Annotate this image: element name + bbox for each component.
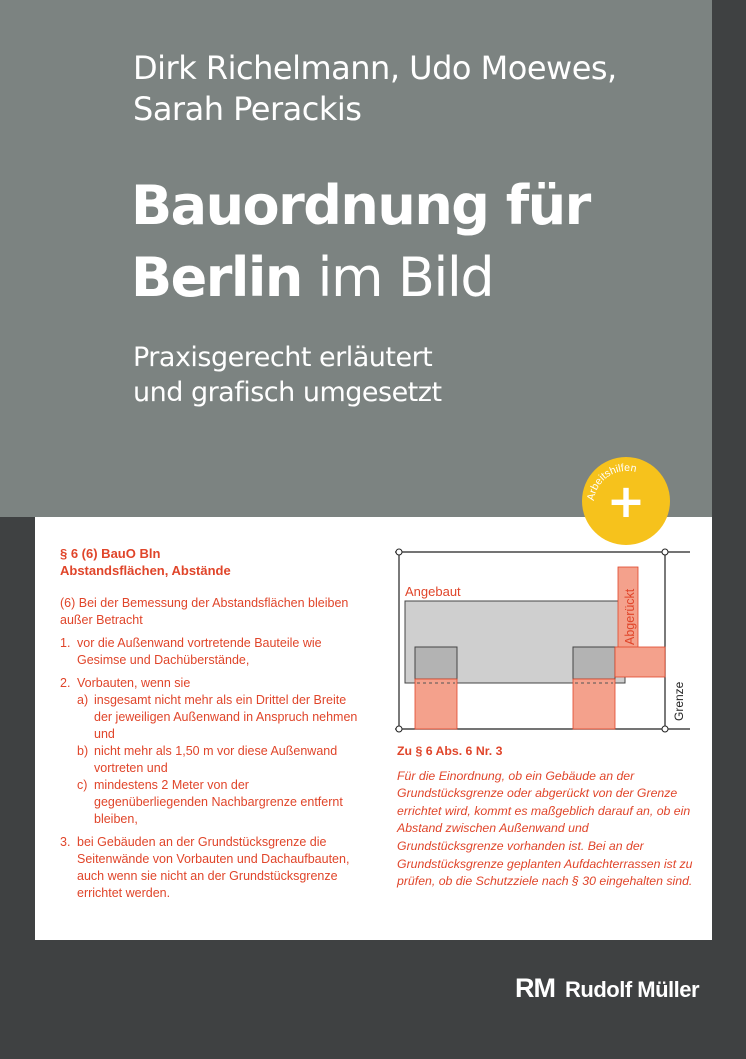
sub-list-item (60, 777, 360, 828)
subtitle-line-1: Praxisgerecht erläutert (133, 342, 433, 373)
label-angebaut: Angebaut (405, 584, 461, 599)
subtitle-line-2: und grafisch umgesetzt (133, 377, 442, 408)
law-intro: (6) Bei der Bemessung der Abstandsflächen bleiben außer Betracht (60, 596, 349, 627)
boundary-point (662, 549, 668, 555)
plus-icon: + (606, 474, 646, 528)
book-subtitle (133, 340, 693, 410)
list-number: 1. (60, 636, 71, 650)
list-text: vor die Außenwand vortretende Bauteile wie Gesimse und Dachüberstände, (77, 636, 322, 667)
side-projection-area (615, 647, 665, 677)
authors (133, 48, 693, 130)
sub-list-text: nicht mehr als 1,50 m vor diese Außenwand vortreten und (94, 744, 338, 775)
publisher-logo (515, 973, 699, 1004)
list-text: bei Gebäuden an der Grundstücksgrenze die Seitenwände von Vorbauten und Dachaufbauten, auch wenn sie nicht an der Grundstücksgrenze errichtet werden. (77, 835, 350, 900)
sub-list-item (60, 692, 360, 743)
list-number: 2. (60, 676, 71, 690)
title-normal-words: im Bild (301, 246, 494, 309)
list-number: 3. (60, 835, 71, 849)
title-bold-word: Berlin (131, 246, 302, 309)
title-line-1: Bauordnung für (131, 174, 590, 237)
note-heading: Zu § 6 Abs. 6 Nr. 3 (397, 744, 503, 758)
section-heading (60, 545, 231, 579)
note-text: Für die Einordnung, ob ein Gebäude an der Grundstücksgrenze oder abgerückt von der Grenze errichtet wird, kommt es maßgeblich darauf an, ob ein Abstand zwischen Außenwand und Grundstücksgrenze vorhanden ist. Bei an der Grundstücksgrenze geplanten Aufdachterrassen ist zu prüfen, ob die Schutzziele nach § 30 eingehalten sind. (397, 768, 693, 889)
sub-list-letter: a) (77, 693, 89, 707)
label-abgerueckt: Abgerückt (623, 588, 637, 645)
sub-list-text: insgesamt nicht mehr als ein Drittel der Breite der jeweiligen Außenwand in Anspruch nehmen und (94, 693, 358, 741)
projection-right (573, 647, 615, 679)
list-item (60, 635, 360, 669)
publisher-name: Rudolf Müller (565, 977, 700, 1002)
arbeitshilfen-badge (582, 457, 670, 545)
projection-area-left (415, 679, 457, 729)
section-title: Abstandsflächen, Abstände (60, 563, 231, 578)
boundary-point (396, 726, 402, 732)
boundary-point (396, 549, 402, 555)
section-ref: § 6 (6) BauO Bln (60, 546, 161, 561)
sub-list-text: mindestens 2 Meter von der gegenüberliegenden Nachbargrenze entfernt bleiben, (94, 778, 343, 826)
label-grenze: Grenze (672, 681, 686, 721)
sub-list-letter: c) (77, 778, 88, 792)
authors-line-2: Sarah Perackis (133, 90, 362, 128)
badge-label: Arbeitshilfen (584, 461, 638, 502)
sub-list-letter: b) (77, 744, 89, 758)
content-excerpt-panel (35, 517, 712, 940)
authors-line-1: Dirk Richelmann, Udo Moewes, (133, 49, 617, 87)
projection-left (415, 647, 457, 679)
publisher-mark: RM (515, 973, 555, 1003)
setback-diagram (390, 539, 690, 739)
list-item (60, 834, 360, 902)
book-title (131, 170, 691, 314)
law-text (60, 595, 360, 902)
commentary-note (397, 743, 697, 891)
sub-list-item (60, 743, 360, 777)
title-line-2 (131, 242, 691, 314)
cover-spine-strip (712, 0, 746, 1059)
list-item (60, 675, 360, 692)
boundary-point (662, 726, 668, 732)
projection-area-right (573, 679, 615, 729)
list-text: Vorbauten, wenn sie (77, 676, 191, 690)
